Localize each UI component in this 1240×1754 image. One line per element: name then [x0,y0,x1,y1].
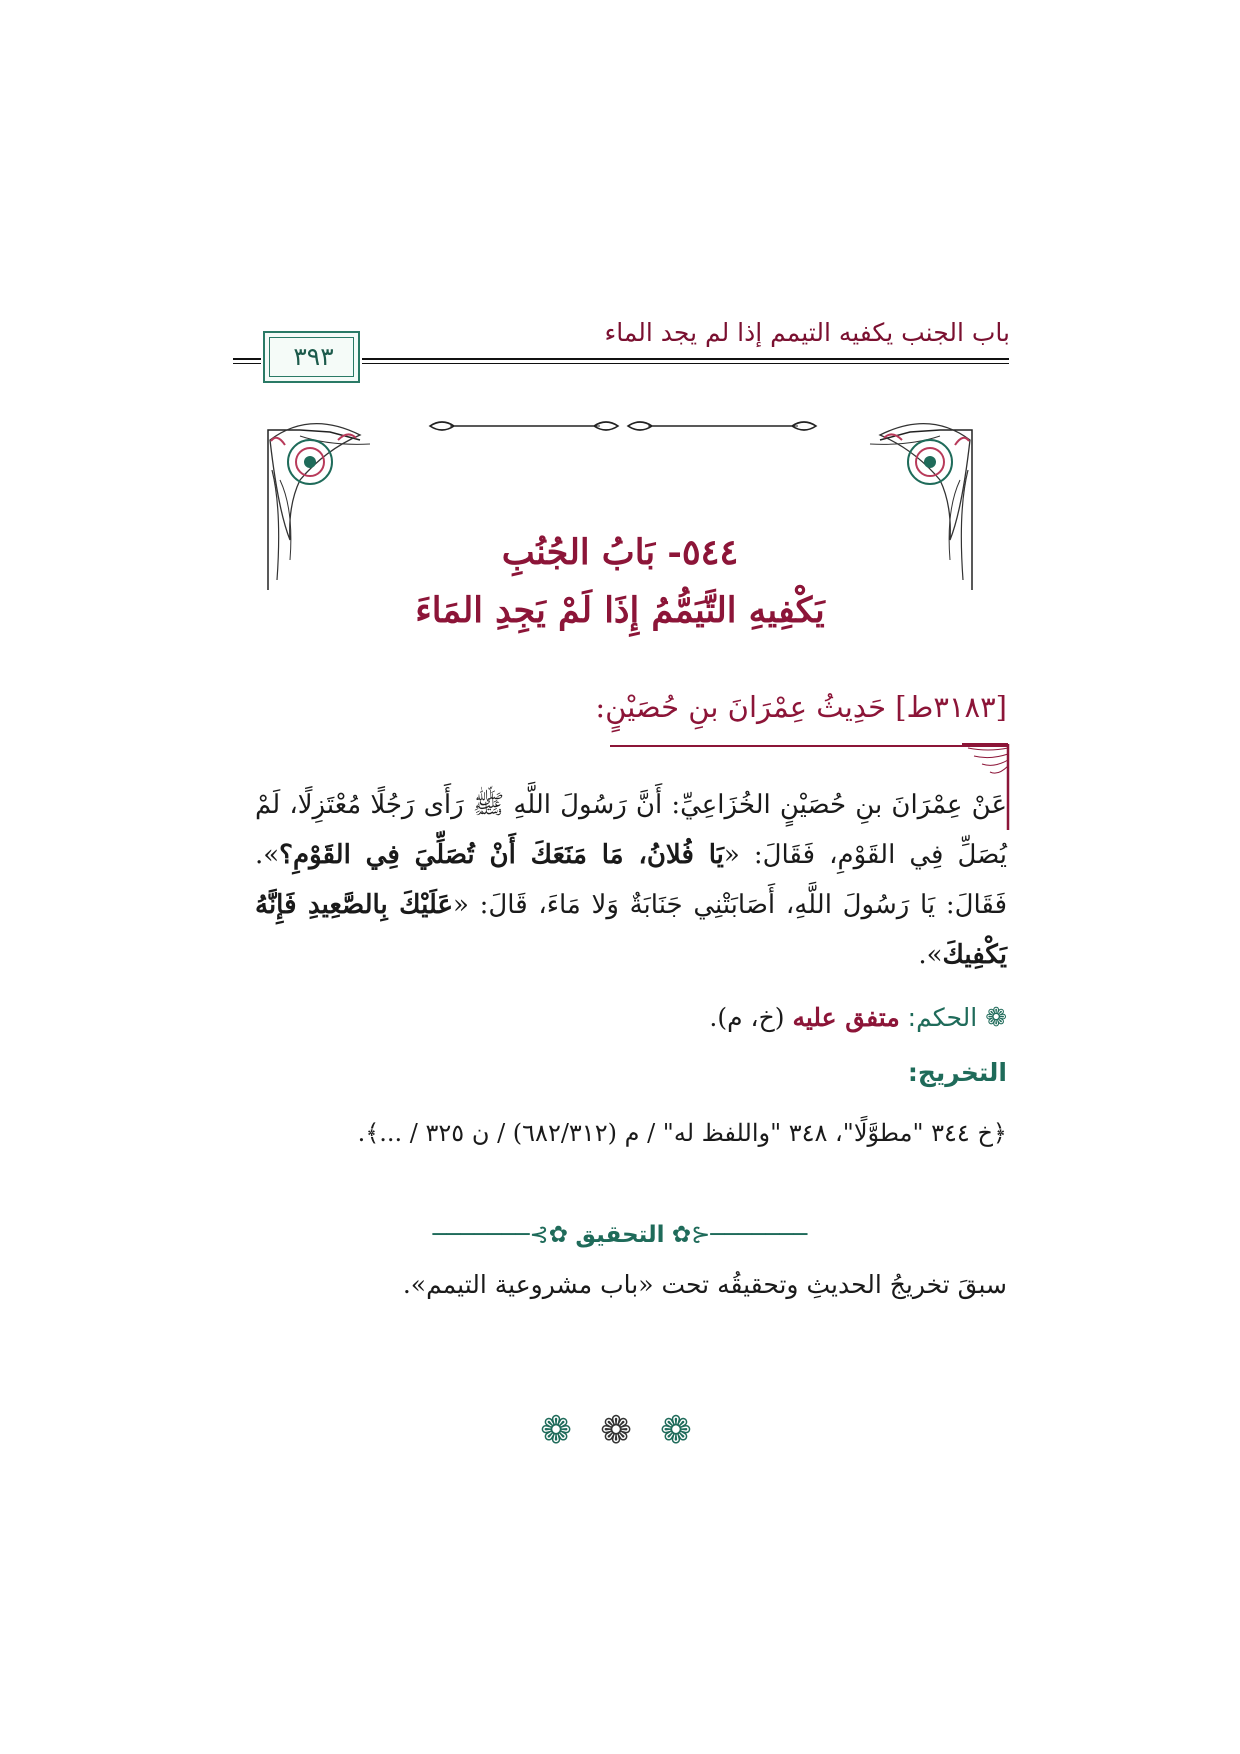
ruling-sources: (خ، م). [709,1003,785,1032]
hadith-heading: [٣١٨٣ط] حَدِيثُ عِمْرَانَ بنِ حُصَيْنٍ: [595,690,1007,724]
hadith-text-part-2: ». فَقَالَ: يَا رَسُولَ اللَّهِ، أَصَابَتْنِي جَنَابَةٌ وَلا مَاءَ، قَالَ: « [255,840,1007,920]
hadith-text-part-1: عَنْ عِمْرَانَ بنِ حُصَيْنٍ الخُزَاعِيِّ: أَنَّ رَسُولَ اللَّهِ ﷺ رَأَى رَجُلًا مُعْتَزِلًا، لَمْ يُصَلِّ فِي القَوْمِ، فَقَالَ: « [255,790,1007,870]
tahqiq-text: سبقَ تخريجُ الحديثِ وتحقيقُه تحت «باب مشروعية التيمم». [402,1270,1007,1299]
hadith-quote-2: عَلَيْكَ بِالصَّعِيدِ فَإِنَّهُ يَكْفِيكَ [255,890,1007,970]
takhrij-title: التخريج: [907,1058,1007,1087]
end-ornament [0,1408,1240,1452]
hadith-quote-1: يَا فُلانُ، مَا مَنَعَكَ أَنْ تُصَلِّيَ فِي القَوْمِ؟ [279,840,724,870]
divider-line-right-icon: ✿⊱─────── [432,1222,569,1248]
divider-line-left-icon: ───────⊰✿ [671,1222,808,1248]
hadith-text-part-3: ». [918,940,943,970]
tahqiq-divider [0,1222,1240,1248]
end-flower-icon: ❁ [660,1408,700,1452]
ruling-value: متفق عليه [792,1003,900,1032]
ruling-line [709,1003,1007,1033]
takhrij-text: ﴿خ ٣٤٤ "مطوَّلًا"، ٣٤٨ "واللفظ له" / م (٦٨٢/٣١٢) / ن ٣٢٥ / ...﴾. [357,1119,1007,1147]
chapter-title: ٥٤٤- بَابُ الجُنُبِ [501,532,739,573]
page-number: ٣٩٣ [293,342,334,371]
flower-bullet-icon: ❁ [985,1003,1007,1033]
end-flower-icon: ❁ [540,1408,580,1452]
end-flower-icon: ❁ [600,1408,640,1452]
top-scroll-bar-left-icon [430,422,618,430]
hadith-text [255,780,1007,980]
chapter-subtitle: يَكْفِيهِ التَّيَمُّمُ إِذَا لَمْ يَجِدِ المَاءَ [415,590,825,631]
ruling-label: الحكم: [907,1003,978,1032]
hadith-heading-underline [610,745,1008,747]
tahqiq-title: التحقيق [575,1222,665,1248]
running-title: باب الجنب يكفيه التيمم إذا لم يجد الماء [604,318,1010,347]
top-scroll-bar-right-icon [628,422,816,430]
